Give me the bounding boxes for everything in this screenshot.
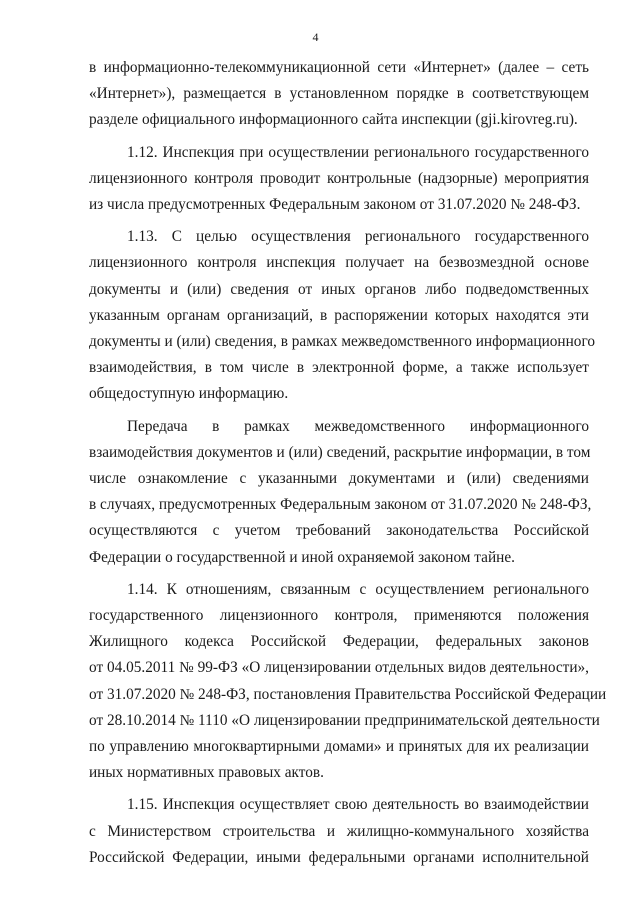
text-line: лицензионного контроля проводит контрольные (надзорные) мероприятия [89,169,589,187]
text-line: указанным органам организаций, в распоряжении которых находятся эти [89,306,589,324]
text-line: Жилищного кодекса Российской Федерации, федеральных законов [89,633,589,651]
paragraph [89,140,589,219]
text-line: взаимодействия, в том числе в электронной форме, а также использует [89,359,589,377]
text-line: из числа предусмотренных Федеральным законом от 31.07.2020 № 248-ФЗ. [89,196,581,214]
text-line: осуществляются с учетом требований законодательства Российской [89,522,589,540]
text-line: иных нормативных правовых актов. [89,764,324,782]
text-line: разделе официального информационного сайта инспекции (gji.kirovreg.ru). [89,111,578,129]
text-line: 1.14. К отношениям, связанным с осуществлением регионального [127,580,589,598]
text-line: с Министерством строительства и жилищно-коммунального хозяйства [89,822,589,840]
text-line: числе ознакомление с указанными документами и (или) сведениями [89,470,589,488]
paragraph [89,55,589,134]
text-line: «Интернет»), размещается в установленном порядке в соответствующем [89,85,589,103]
text-line: 1.12. Инспекция при осуществлении регионального государственного [127,143,589,161]
text-line: документы и (или) сведения, в рамках межведомственного информационного [89,333,595,351]
text-line: взаимодействия документов и (или) сведений, раскрытие информации, в том [89,443,591,461]
text-line: документы и (или) сведения от иных органов либо подведомственных [89,280,589,298]
text-line: в информационно-телекоммуникационной сети «Интернет» (далее – сеть [89,59,589,76]
paragraph [89,577,607,787]
page-number: 4 [312,30,319,44]
text-line: Федерации о государственной и иной охраняемой законом тайне. [89,548,515,566]
text-line: общедоступную информацию. [89,385,289,403]
document-body [89,55,607,871]
paragraph [89,224,595,407]
text-line: 1.13. С целью осуществления регионального государственного [127,228,589,246]
text-line: в случаях, предусмотренных Федеральным законом от 31.07.2020 № 248-ФЗ, [89,496,592,514]
paragraph [89,792,589,871]
text-line: лицензионного контроля инспекция получает на безвозмездной основе [89,254,589,272]
text-line: 1.15. Инспекция осуществляет свою деятельность во взаимодействии [127,796,589,814]
text-line: от 31.07.2020 № 248-ФЗ, постановления Правительства Российской Федерации [89,685,607,703]
text-line: государственного лицензионного контроля, применяются положения [89,607,589,625]
text-line: Передача в рамках межведомственного информационного [127,417,589,435]
text-line: от 28.10.2014 № 1110 «О лицензировании предпринимательской деятельности [89,711,600,729]
paragraph [89,414,592,571]
text-line: от 04.05.2011 № 99-ФЗ «О лицензировании отдельных видов деятельности», [89,659,589,677]
text-line: Российской Федерации, иными федеральными органами исполнительной [89,848,589,866]
text-line: по управлению многоквартирными домами» и принятых для их реализации [89,738,589,756]
